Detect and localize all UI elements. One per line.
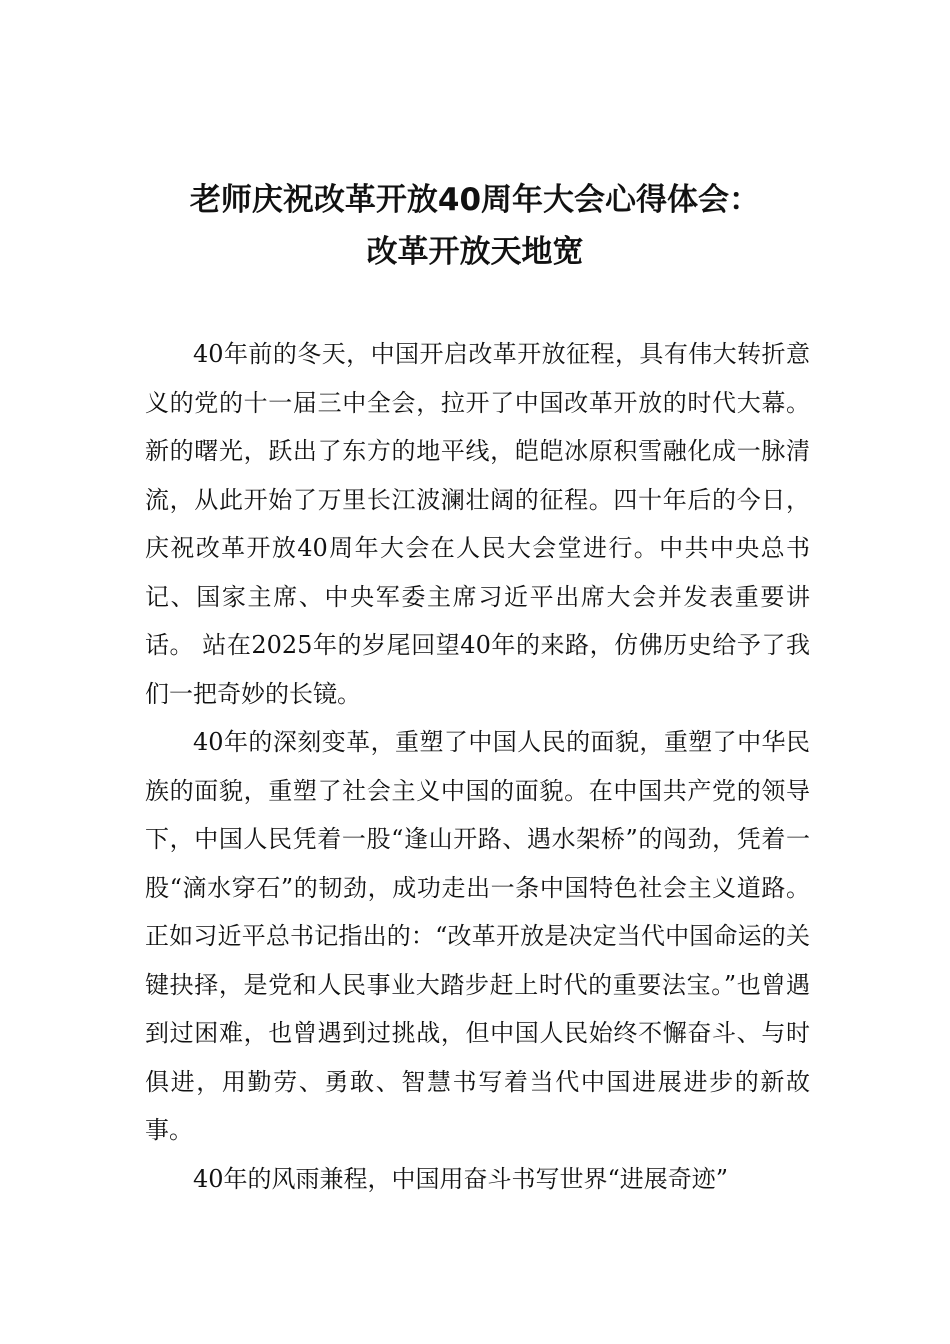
paragraph: 40年的深刻变革，重塑了中国人民的面貌，重塑了中华民族的面貌，重塑了社会主义中国的面貌。在中国共产党的领导下，中国人民凭着一股“逢山开路、遇水架桥”的闯劲，凭着一股“滴水穿石”的韧劲，成功走出一条中国特色社会主义道路。正如习近平总书记指出的：“改革开放是决定当代中国命运的关键抉择，是党和人民事业大踏步赶上时代的重要法宝。”也曾遇到过困难，也曾遇到过挑战，但中国人民始终不懈奋斗、与时俱进，用勤劳、勇敢、智慧书写着当代中国进展进步的新故事。 (145, 728, 810, 1144)
document-title-line2: 改革开放天地宽 (366, 234, 584, 270)
paragraph: 40年的风雨兼程，中国用奋斗书写世界“进展奇迹” (193, 1164, 729, 1193)
document-title: 老师庆祝改革开放40周年大会心得体会： (189, 182, 761, 218)
paragraph: 40年前的冬天，中国开启改革开放征程，具有伟大转折意义的党的十一届三中全会，拉开了中国改革开放的时代大幕。新的曙光，跃出了东方的地平线，皑皑冰原积雪融化成一脉清流，从此开始了万里长江波澜壮阔的征程。四十年后的今日，庆祝改革开放40周年大会在人民大会堂进行。中共中央总书记、国家主席、中央军委主席习近平出席大会并发表重要讲话。 站在2025年的岁尾回望40年的来路，仿佛历史给予了我们一把奇妙的长镜。 (145, 340, 810, 708)
document-body (145, 330, 810, 1203)
